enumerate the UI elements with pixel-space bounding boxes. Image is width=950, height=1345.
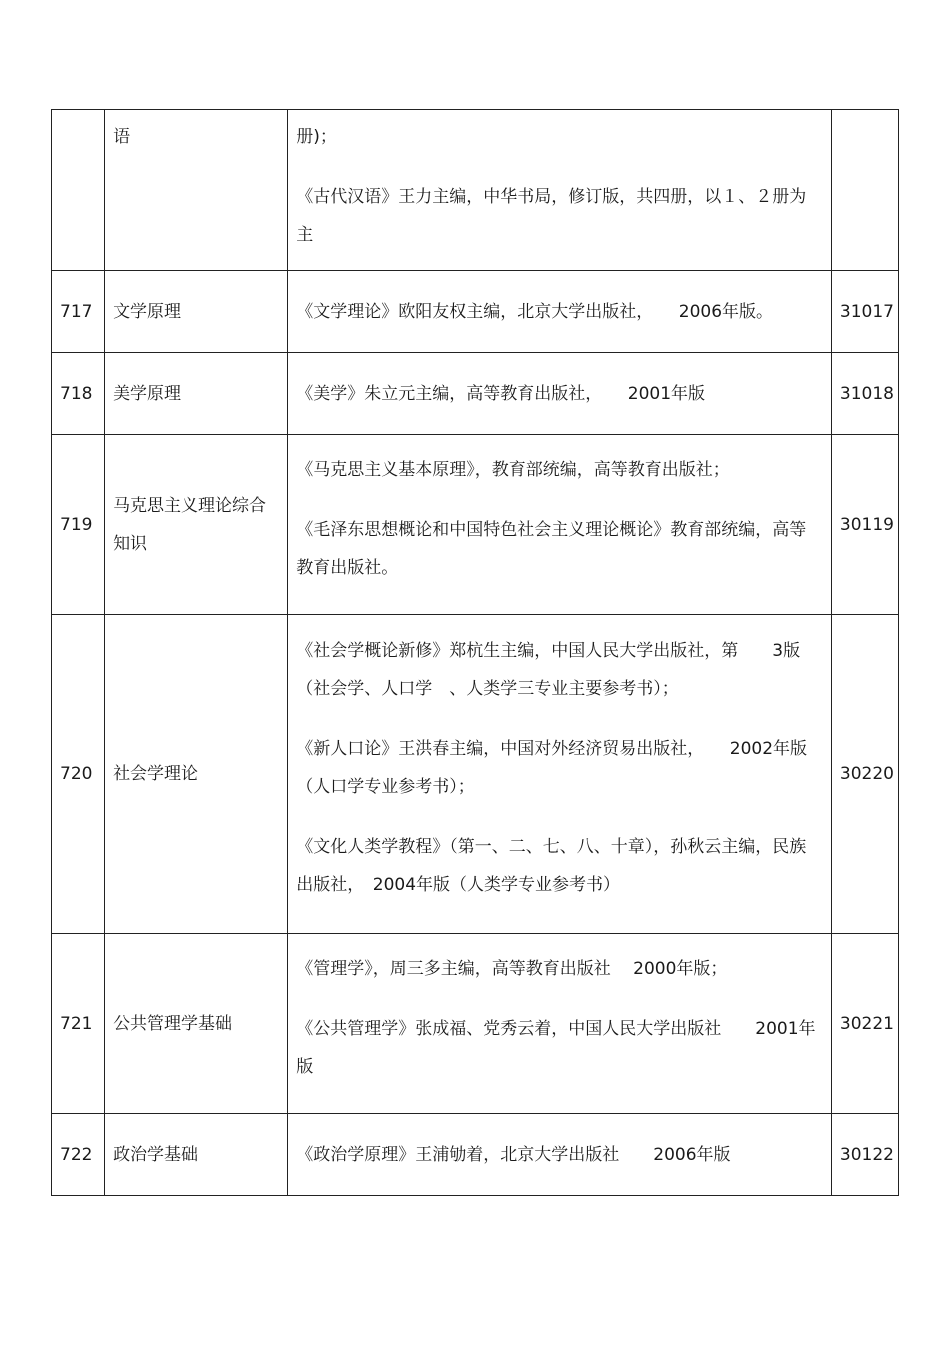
course-number [831,110,898,271]
course-number: 31017 [831,271,898,353]
course-code: 720 [52,615,105,934]
reference-books [288,353,832,435]
course-number: 30220 [831,615,898,934]
course-code: 721 [52,934,105,1114]
reference-books [288,271,832,353]
course-code: 722 [52,1114,105,1196]
table-row [52,934,899,1114]
course-name: 文学原理 [105,271,288,353]
course-number: 31018 [831,353,898,435]
reference-books [288,615,832,934]
course-number: 30221 [831,934,898,1114]
course-code [52,110,105,271]
book-entry: 《新人口论》王洪春主编，中国对外经济贸易出版社， 2002年版（人口学专业参考书）； [296,739,808,797]
book-entry: 《政治学原理》王浦劬着，北京大学出版社 2006年版 [296,1144,731,1165]
reference-book-table [51,109,899,1196]
course-name: 美学原理 [105,353,288,435]
table-row [52,615,899,934]
book-entry: 册)； [296,127,337,147]
reference-books [288,110,832,271]
course-name: 公共管理学基础 [105,934,288,1114]
course-name: 政治学基础 [105,1114,288,1196]
course-name: 语 [105,110,288,271]
table-row [52,435,899,615]
book-entry: 《文学理论》欧阳友权主编，北京大学出版社， 2006年版。 [296,301,774,322]
book-entry: 《社会学概论新修》郑杭生主编，中国人民大学出版社，第 3版（社会学、人口学 、人类学三专业主要参考书）； [296,641,801,699]
reference-books [288,435,832,615]
course-code: 717 [52,271,105,353]
reference-books [288,1114,832,1196]
book-entry: 《马克思主义基本原理》，教育部统编，高等教育出版社； [296,459,730,480]
course-number: 30119 [831,435,898,615]
book-entry: 《管理学》，周三多主编，高等教育出版社 2000年版； [296,958,728,979]
course-name: 马克思主义理论综合知识 [105,435,288,615]
table-row [52,271,899,353]
table-row [52,110,899,271]
course-code: 719 [52,435,105,615]
book-entry: 《公共管理学》张成福、党秀云着，中国人民大学出版社 2001年版 [296,1018,816,1077]
book-entry: 《美学》朱立元主编，高等教育出版社， 2001年版 [296,383,706,404]
book-entry: 《文化人类学教程》（第一、二、七、八、十章），孙秋云主编，民族出版社， 2004年版（人类学专业参考书） [296,837,807,895]
reference-books [288,934,832,1114]
table-row [52,1114,899,1196]
course-name: 社会学理论 [105,615,288,934]
course-number: 30122 [831,1114,898,1196]
book-entry: 《毛泽东思想概论和中国特色社会主义理论概论》教育部统编，高等教育出版社。 [296,519,807,578]
course-code: 718 [52,353,105,435]
book-entry: 《古代汉语》王力主编，中华书局，修订版，共四册，以１、２册为主 [296,187,807,245]
table-row [52,353,899,435]
